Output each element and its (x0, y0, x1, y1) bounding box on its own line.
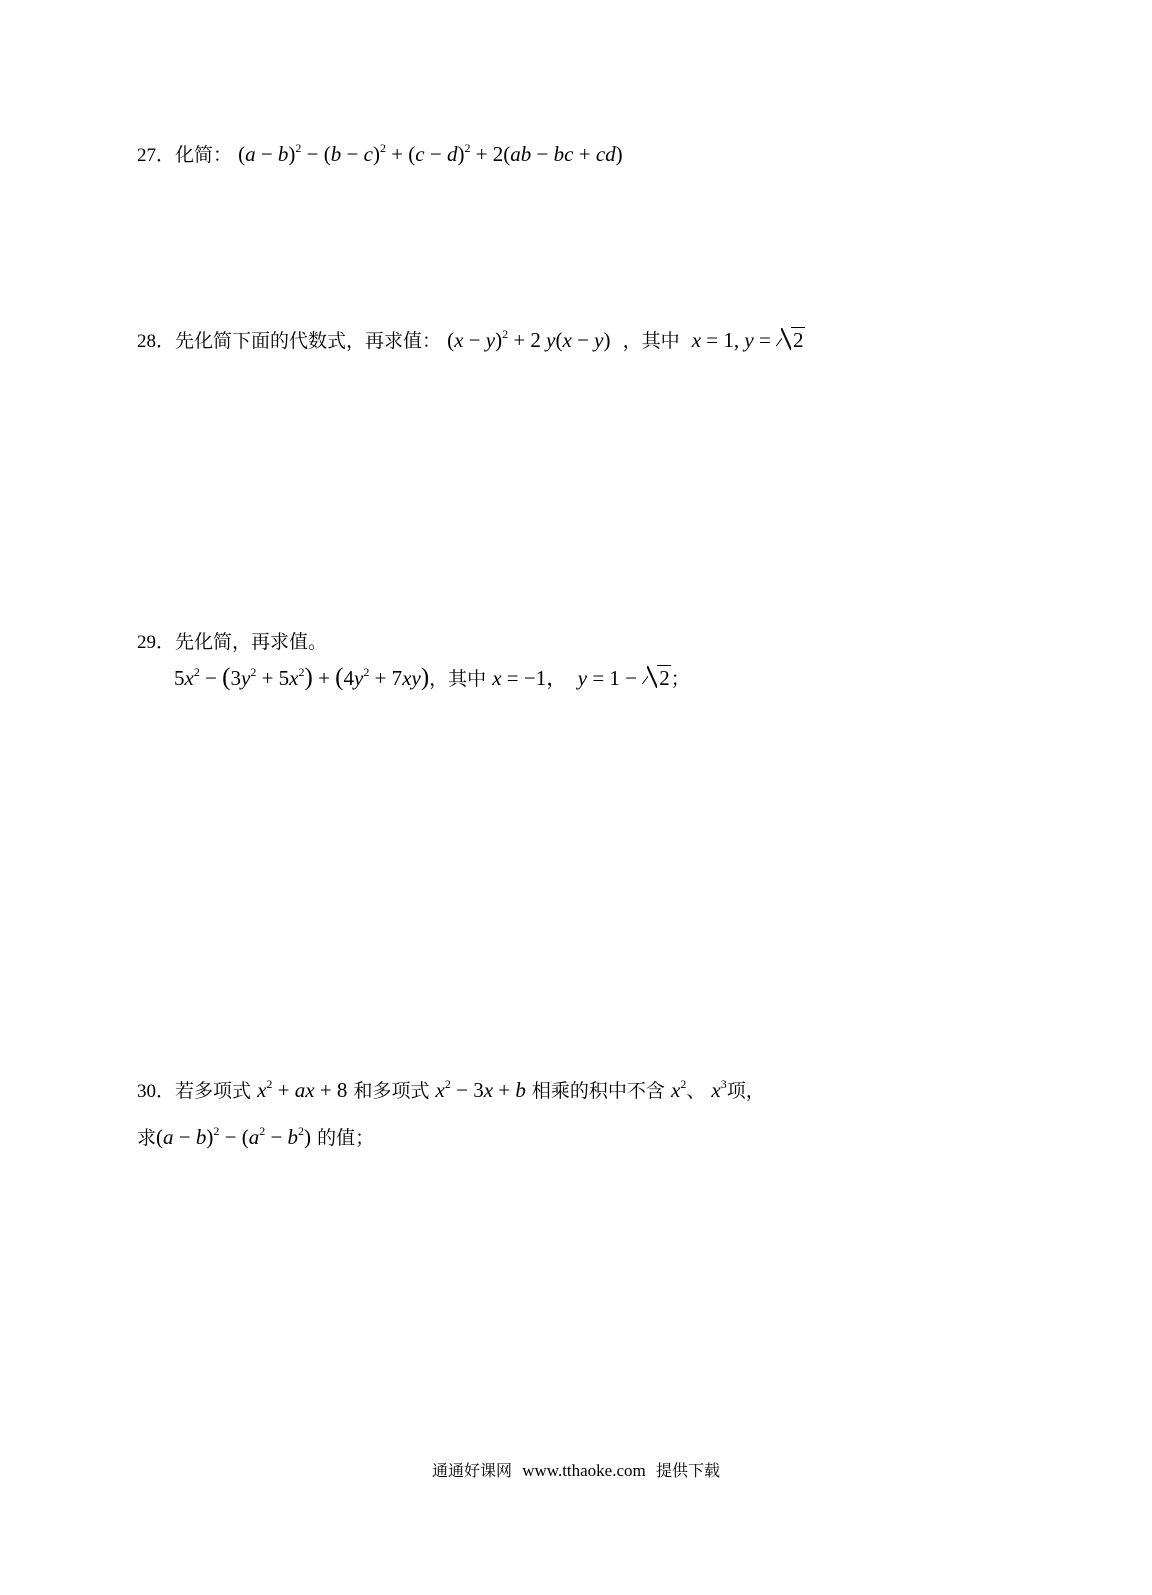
text-segment: 项， (726, 1080, 765, 1102)
question-number: 29． (137, 632, 176, 653)
polynomial-1: $x^2$ + ax + 8 (257, 1077, 348, 1102)
term-x2: $x^2$ (670, 1077, 687, 1102)
math-expression: $(a - b)^2 - (b - c)^2 + (c - d)^2 + 2(ab$ − bc + cd) (238, 141, 623, 166)
question-30-line2 (137, 1123, 374, 1152)
question-number: 30． (137, 1081, 176, 1102)
condition-math: x = −1， y = 1 − 2 (492, 666, 670, 690)
question-prompt: 化简： (175, 144, 233, 166)
question-number: 27． (137, 145, 176, 166)
question-28 (137, 326, 805, 356)
math-expression: $5x^2 - (3y^2 + 5x^2) + (4y^2 + 7xy)$ (174, 664, 430, 691)
page-footer (0, 1458, 1152, 1481)
text-segment: 的值； (317, 1127, 375, 1149)
separator: 、 (686, 1080, 706, 1102)
condition-label: ，其中 (429, 668, 487, 690)
term-x3: $x^3$ (711, 1077, 727, 1102)
sqrt-symbol: 2 (776, 326, 805, 354)
question-29-line2: $5x^2 - (3y^2 + 5x^2) + (4y^2 + 7xy)$，其中 x = −1， y = 1 − 2； (174, 664, 690, 691)
footer-url[interactable]: www.tthaoke.com (522, 1461, 646, 1480)
text-segment: 若多项式 (175, 1080, 252, 1102)
condition-math: x = 1, y = 2 (691, 328, 804, 352)
sqrt-symbol: 2 (642, 664, 671, 692)
question-number: 28． (137, 331, 176, 352)
question-prompt: 先化简，再求值。 (175, 631, 328, 653)
question-30 (137, 1076, 765, 1106)
text-segment: 和多项式 (353, 1080, 430, 1102)
text-segment: 相乘的积中不含 (531, 1080, 665, 1102)
footer-site-name: 通通好课网 (432, 1461, 513, 1480)
math-expression: $(a - b)^2 - (a^2 - b^2)$ (156, 1124, 312, 1149)
polynomial-2: $x^2 - 3x + b$ (435, 1077, 526, 1102)
condition-label: ，其中 (622, 330, 680, 352)
question-prompt: 先化简下面的代数式，再求值： (175, 330, 442, 352)
question-27 (137, 140, 623, 170)
footer-note: 提供下载 (655, 1461, 720, 1480)
question-29 (137, 628, 327, 657)
text-segment: 求 (137, 1127, 157, 1149)
math-expression: $(x - y)^2 + 2$ y(x − y) (447, 327, 611, 352)
